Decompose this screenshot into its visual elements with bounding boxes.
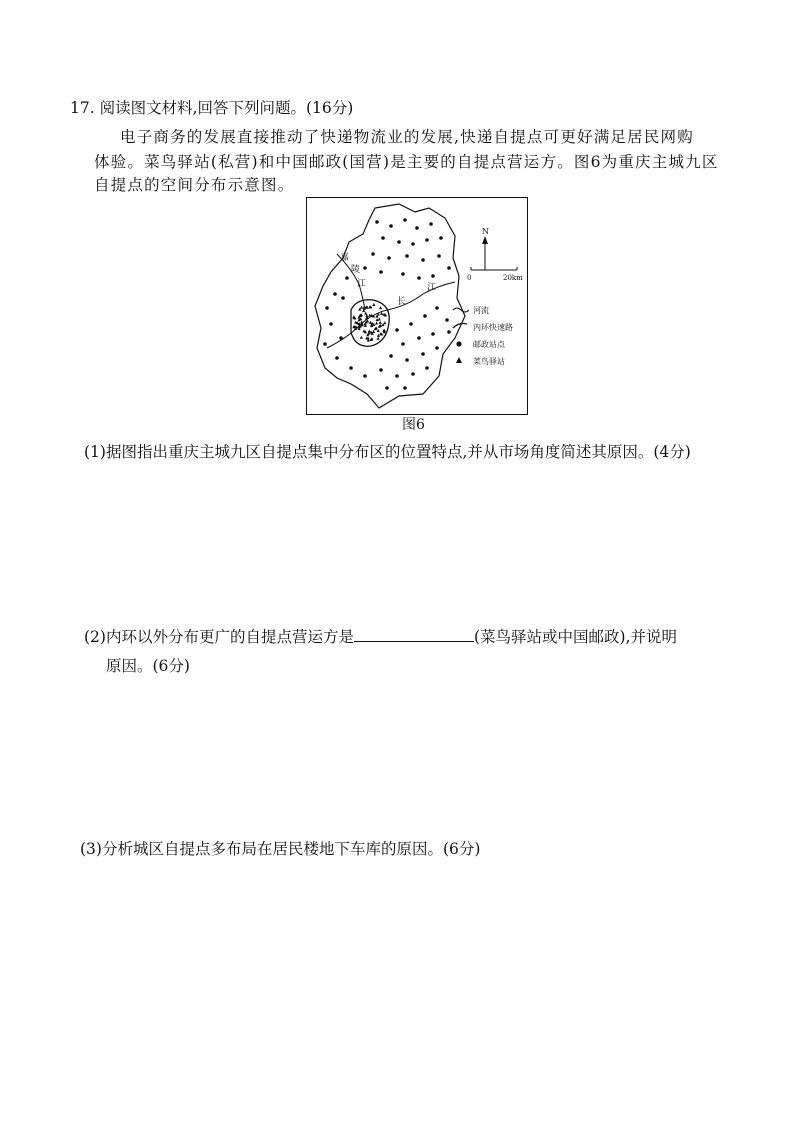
postal-station-dot xyxy=(417,276,421,280)
postal-station-dot xyxy=(439,236,443,240)
postal-station-dot xyxy=(371,252,375,256)
postal-station-dot xyxy=(425,238,429,242)
postal-station-dot xyxy=(425,366,429,370)
answer-blank[interactable] xyxy=(354,627,474,642)
postal-station-dot xyxy=(421,258,425,262)
postal-station-dot xyxy=(363,266,367,270)
postal-station-dot xyxy=(429,222,433,226)
postal-station-dot xyxy=(379,270,383,274)
postal-station-dot xyxy=(339,336,343,340)
postal-station-dot xyxy=(389,354,393,358)
river-label-jiang2: 江 xyxy=(427,283,437,293)
material-line-3: 自提点的空间分布示意图。 xyxy=(94,176,295,194)
cainiao-station-marker xyxy=(378,317,381,320)
postal-station-dot xyxy=(405,254,409,258)
postal-station-dot xyxy=(409,322,413,326)
postal-station-dot xyxy=(395,328,399,332)
legend-ring: 内环快速路 xyxy=(473,323,513,332)
figure-6-map xyxy=(306,197,528,415)
postal-station-dot xyxy=(431,332,435,336)
postal-station-dot xyxy=(415,226,419,230)
dense-station-cluster xyxy=(352,303,387,342)
postal-station-dot xyxy=(341,296,345,300)
postal-station-dot xyxy=(379,368,383,372)
cainiao-station-marker xyxy=(360,336,363,339)
subquestion-2 xyxy=(84,627,677,647)
subquestion-3: (3)分析城区自提点多布局在居民楼地下车库的原因。(6分) xyxy=(80,840,481,858)
question-header: 17. 阅读图文材料,回答下列问题。(16分) xyxy=(70,99,354,117)
subquestion-2-end: (菜鸟驿站或中国邮政),并说明 xyxy=(473,628,677,646)
river-label-chang: 长 xyxy=(397,297,407,307)
map-svg xyxy=(307,198,527,414)
cainiao-station-marker xyxy=(379,321,382,324)
north-label: N xyxy=(482,227,489,236)
postal-station-dot xyxy=(411,242,415,246)
postal-station-dot xyxy=(363,374,367,378)
legend-postal: 邮政站点 xyxy=(473,340,505,349)
postal-legend-icon xyxy=(456,341,461,346)
postal-station-dot xyxy=(445,318,449,322)
postal-station-dot xyxy=(387,256,391,260)
cainiao-station-marker xyxy=(376,337,379,340)
postal-station-dot xyxy=(431,274,435,278)
postal-station-dot xyxy=(411,372,415,376)
postal-station-dot xyxy=(405,358,409,362)
postal-station-dot xyxy=(335,356,339,360)
subquestion-1: (1)据图指出重庆主城九区自提点集中分布区的位置特点,并从市场角度简述其原因。(4分) xyxy=(84,443,691,461)
postal-station-dot xyxy=(389,224,393,228)
postal-station-dot xyxy=(435,346,439,350)
cainiao-station-marker xyxy=(372,303,375,306)
postal-station-dot xyxy=(401,272,405,276)
postal-station-dot xyxy=(447,330,451,334)
cainiao-station-marker xyxy=(360,306,363,309)
postal-station-dot xyxy=(349,366,353,370)
subquestion-2-start: (2)内环以外分布更广的自提点营运方是 xyxy=(84,628,354,646)
cainiao-legend-icon xyxy=(456,357,462,363)
river-legend-icon xyxy=(453,308,469,312)
postal-station-dot xyxy=(421,352,425,356)
postal-station-dot xyxy=(401,342,405,346)
postal-station-dot xyxy=(395,374,399,378)
postal-station-dot xyxy=(329,322,333,326)
scale-bar xyxy=(467,267,523,282)
region-outline xyxy=(315,204,465,408)
postal-station-dot xyxy=(423,314,427,318)
postal-station-dot xyxy=(385,386,389,390)
postal-station-dot xyxy=(345,276,349,280)
postal-station-dot xyxy=(325,306,329,310)
cainiao-station-marker xyxy=(369,321,372,324)
legend-river: 河流 xyxy=(473,306,489,315)
material-line-2: 体验。菜鸟驿站(私营)和中国邮政(国营)是主要的自提点营运方。图6为重庆主城九区 xyxy=(94,153,719,171)
north-arrow-icon xyxy=(482,227,489,270)
river-label-ling: 陵 xyxy=(351,265,361,275)
scale-label: 20km xyxy=(503,274,523,282)
cainiao-station-marker xyxy=(379,306,382,309)
postal-station-dot xyxy=(403,386,407,390)
postal-station-dot xyxy=(435,306,439,310)
cainiao-station-marker xyxy=(372,330,375,333)
river-label-jia: 嘉 xyxy=(340,253,350,263)
postal-stations-scatter xyxy=(323,218,451,390)
postal-station-dot xyxy=(333,292,337,296)
subquestion-2-line2: 原因。(6分) xyxy=(106,657,190,675)
cainiao-station-marker xyxy=(383,329,386,332)
legend-cainiao: 菜鸟驿站 xyxy=(473,357,505,366)
cainiao-station-marker xyxy=(383,321,386,324)
postal-station-dot xyxy=(447,266,451,270)
scale-zero: 0 xyxy=(467,274,472,282)
figure-caption: 图6 xyxy=(402,417,425,433)
postal-station-dot xyxy=(437,254,441,258)
postal-station-dot xyxy=(417,336,421,340)
cainiao-station-marker xyxy=(375,322,378,325)
postal-station-dot xyxy=(403,218,407,222)
postal-station-dot xyxy=(397,240,401,244)
river-label-jiang1: 江 xyxy=(357,279,367,289)
postal-station-dot xyxy=(381,236,385,240)
postal-station-dot xyxy=(375,220,379,224)
legend xyxy=(453,305,513,366)
material-line-1: 电子商务的发展直接推动了快递物流业的发展,快递自提点可更好满足居民网购 xyxy=(120,128,694,146)
postal-station-dot xyxy=(323,342,327,346)
